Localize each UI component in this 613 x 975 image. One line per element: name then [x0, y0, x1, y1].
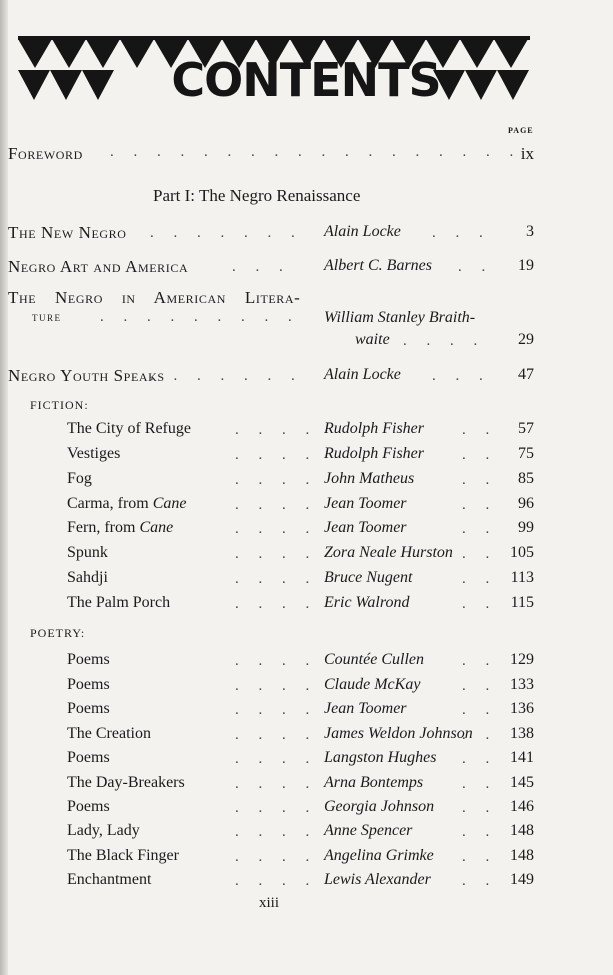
entry-title: Enchantment: [67, 871, 152, 888]
entry-author: Anne Spencer: [324, 822, 413, 839]
entry-title: Vestiges: [67, 445, 121, 462]
entry-page: 146: [510, 798, 534, 815]
entry-author: William Stanley Braith-: [324, 309, 476, 326]
leader-dots: . .: [462, 447, 498, 463]
leader-dots: . .: [462, 849, 498, 865]
entry-title-italic: Cane: [152, 495, 187, 512]
leader-dots: . .: [462, 824, 498, 840]
entry-author: Claude McKay: [324, 676, 421, 693]
entry-author: Bruce Nugent: [324, 569, 413, 586]
foreword-page: ix: [520, 144, 534, 163]
entry-title: Poems: [67, 700, 110, 717]
entry-page: 85: [518, 470, 534, 487]
leader-dots: . . . .: [235, 546, 318, 562]
leader-dots: . . . .: [235, 727, 318, 743]
entry-page: 138: [510, 725, 534, 742]
entry-title: The Day-Breakers: [67, 774, 185, 791]
leader-dots: . . . .: [235, 521, 318, 537]
entry-page: 129: [510, 651, 534, 668]
entry-author: Albert C. Barnes: [324, 257, 432, 274]
entry-title: The Black Finger: [67, 847, 179, 864]
entry-author-continued: waite: [355, 331, 390, 348]
leader-dots: . .: [462, 800, 498, 816]
entry-page: 133: [510, 676, 534, 693]
page-column-heading: PAGE: [508, 126, 534, 135]
leader-dots: . . .: [432, 225, 491, 241]
entry-page: 99: [518, 519, 534, 536]
entry-title: Poems: [67, 651, 110, 668]
entry-author: Jean Toomer: [324, 700, 407, 717]
triangle-ornament: [497, 70, 529, 100]
entry-author: Jean Toomer: [324, 495, 407, 512]
leader-dots: . . . .: [235, 447, 318, 463]
entry-page: 115: [510, 594, 534, 611]
entry-title: The City of Refuge: [67, 420, 191, 437]
leader-dots: . .: [462, 546, 498, 562]
entry-title: Poems: [67, 676, 110, 693]
entry-title: Poems: [67, 749, 110, 766]
poetry-label: POETRY:: [30, 626, 86, 640]
entry-page: 75: [518, 445, 534, 462]
entry-author: John Matheus: [324, 470, 415, 487]
entry-page: 145: [510, 774, 534, 791]
entry-author: Georgia Johnson: [324, 798, 435, 815]
entry-title: Negro Youth Speaks: [8, 366, 165, 385]
leader-dots: . .: [462, 596, 498, 612]
entry-author: Alain Locke: [324, 223, 401, 240]
triangle-ornament: [120, 39, 154, 68]
contents-title: CONTENTS: [171, 53, 441, 105]
entry-author: James Weldon Johnson: [324, 725, 473, 742]
leader-dots: . . . .: [235, 497, 318, 513]
leader-dots: . .: [462, 751, 498, 767]
triangle-ornament: [82, 70, 114, 100]
leader-dots: . . . .: [235, 653, 318, 669]
leader-dots: . . . .: [235, 751, 318, 767]
entry-page: 105: [510, 544, 534, 561]
triangle-ornament: [18, 39, 52, 68]
entry-author: Rudolph Fisher: [324, 420, 424, 437]
triangle-ornament: [50, 70, 82, 100]
leader-dots: . . . . . . .: [150, 368, 303, 384]
triangle-ornament: [86, 39, 120, 68]
triangle-ornament: [465, 70, 497, 100]
entry-title: Sahdji: [67, 569, 108, 586]
leader-dots: . .: [462, 521, 498, 537]
entry-title: The New Negro: [8, 223, 127, 242]
leader-dots: . .: [462, 678, 498, 694]
entry-title: Poems: [67, 798, 110, 815]
entry-author: Langston Hughes: [324, 749, 437, 766]
leader-dots: . .: [462, 571, 498, 587]
leader-dots: . .: [462, 497, 498, 513]
triangle-ornament: [52, 39, 86, 68]
entry-author: Angelina Grimke: [324, 847, 434, 864]
entry-title-continued: ture: [32, 309, 62, 324]
leader-dots: . . . .: [235, 422, 318, 438]
entry-page: 96: [518, 495, 534, 512]
entry-title: Fern, from Cane: [67, 519, 174, 536]
leader-dots: . .: [462, 776, 498, 792]
leader-dots: . . . . . . .: [150, 225, 303, 241]
part-heading: Part I: The Negro Renaissance: [153, 186, 361, 205]
entry-page: 3: [526, 223, 534, 240]
entry-page: 141: [510, 749, 534, 766]
leader-dots: . . . . . . . . . . . . . . . . . .: [110, 144, 522, 160]
entry-page: 148: [510, 822, 534, 839]
leader-dots: . . . . . . . . .: [100, 309, 300, 325]
entry-author: Countée Cullen: [324, 651, 424, 668]
entry-page: 148: [510, 847, 534, 864]
entry-page: 47: [518, 366, 534, 383]
triangle-border-right: [433, 70, 529, 100]
leader-dots: . . . .: [235, 702, 318, 718]
leader-dots: . .: [462, 873, 498, 889]
leader-dots: . . . .: [235, 571, 318, 587]
leader-dots: . . . .: [235, 849, 318, 865]
entry-page: 113: [510, 569, 534, 586]
leader-dots: . . . .: [235, 776, 318, 792]
entry-page: 149: [510, 871, 534, 888]
entry-title: The Palm Porch: [67, 594, 171, 611]
leader-dots: . . . .: [235, 873, 318, 889]
leader-dots: . .: [462, 472, 498, 488]
entry-author: Arna Bontemps: [324, 774, 424, 791]
triangle-ornament: [494, 39, 528, 68]
leader-dots: . .: [462, 727, 498, 743]
leader-dots: . . . .: [235, 678, 318, 694]
entry-title: Fog: [67, 470, 92, 487]
contents-banner: [0, 0, 613, 105]
entry-author: Eric Walrond: [324, 594, 410, 611]
binding-shadow: [0, 0, 8, 975]
leader-dots: . . . .: [235, 824, 318, 840]
entry-title-italic: Cane: [139, 519, 174, 536]
entry-page: 29: [518, 331, 534, 348]
leader-dots: . .: [458, 259, 494, 275]
leader-dots: . . . .: [235, 596, 318, 612]
leader-dots: . . . .: [235, 800, 318, 816]
entry-title: Carma, from Cane: [67, 495, 187, 512]
leader-dots: . .: [462, 653, 498, 669]
entry-author: Rudolph Fisher: [324, 445, 424, 462]
entry-title: The Creation: [67, 725, 151, 742]
entry-title: Negro Art and America: [8, 257, 189, 276]
fiction-label: FICTION:: [30, 398, 89, 412]
entry-page: 136: [510, 700, 534, 717]
entry-author: Jean Toomer: [324, 519, 407, 536]
entry-title: The Negro in American Litera-: [8, 288, 301, 307]
triangle-ornament: [460, 39, 494, 68]
entry-author: Alain Locke: [324, 366, 401, 383]
entry-title: Spunk: [67, 544, 108, 561]
entry-title: Lady, Lady: [67, 822, 140, 839]
entry-author: Lewis Alexander: [324, 871, 431, 888]
leader-dots: . . . .: [235, 472, 318, 488]
leader-dots: . .: [462, 702, 498, 718]
leader-dots: . . .: [432, 368, 491, 384]
triangle-ornament: [18, 70, 50, 100]
page-number: xiii: [259, 895, 280, 911]
foreword-title: Foreword: [8, 144, 83, 163]
entry-author: Zora Neale Hurston: [324, 544, 453, 561]
leader-dots: . . .: [232, 259, 291, 275]
leader-dots: . .: [462, 422, 498, 438]
entry-page: 57: [518, 420, 534, 437]
entry-page: 19: [518, 257, 534, 274]
triangle-border-left: [18, 70, 114, 100]
leader-dots: . . . .: [403, 333, 486, 349]
